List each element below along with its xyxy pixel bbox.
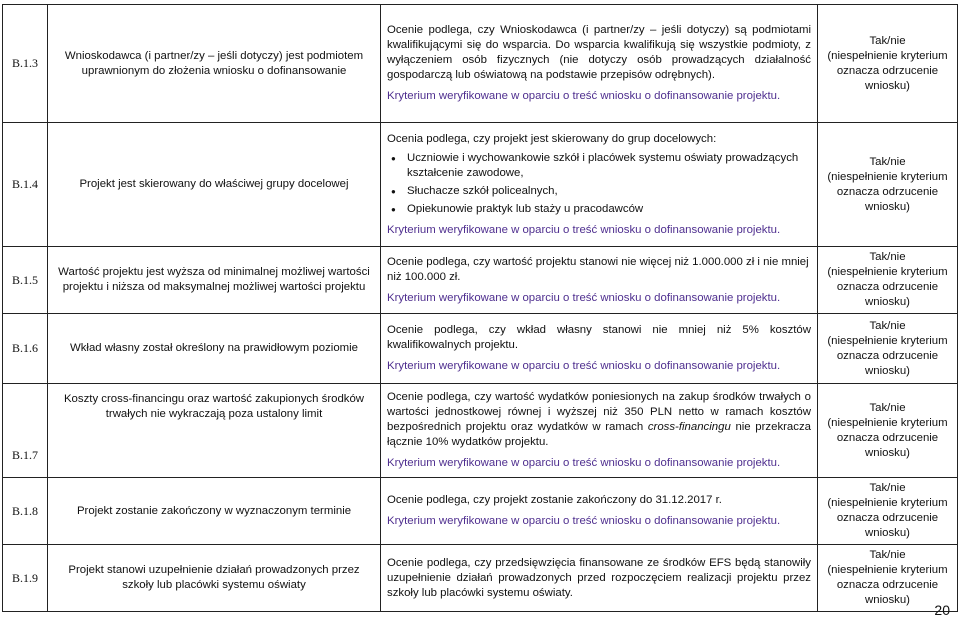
result-line: wniosku) (865, 594, 910, 606)
criterion-id: B.1.7 (3, 384, 48, 478)
description-text: Ocenie podlega, czy projekt zostanie zakończony do 31.12.2017 r. (387, 494, 722, 506)
criterion-description (381, 123, 818, 247)
result-line: (niespełnienie kryterium (827, 497, 948, 509)
description-text: Ocenie podlega, czy przedsięwzięcia finansowane ze środków EFS będą stanowiły uzupełnienie działań prowadzonych przed rozpoczęciem realizacji projektu przez szkoły lub placówki systemu oświaty. (387, 556, 811, 599)
result-line: wniosku) (865, 446, 910, 459)
page-number: 20 (934, 602, 950, 618)
result-line: wniosku) (865, 527, 910, 539)
result-line: oznacza odrzucenie (836, 579, 939, 591)
criterion-name-text: Koszty cross-financingu oraz wartość zakupionych środków trwałych nie wykraczają poza ustalony limit (63, 393, 365, 420)
description-text (387, 390, 811, 450)
description-text: Ocenie podlega, czy Wnioskodawca (i partner/zy – jeśli dotyczy) są podmiotami kwalifikującymi się do wsparcia. Do wsparcia kwalifikują się wszystkie podmioty, z wyłączeniem osób fizycznych (nie dotyczy osób prowadzących działalność gospodarczą lub oświatową na podstawie przepisów odrębnych). (387, 24, 811, 81)
table-row (3, 478, 958, 545)
criterion-result (818, 123, 958, 247)
table-row (3, 247, 958, 314)
verification-note: Kryterium weryfikowane w oparciu o treść wniosku o dofinansowanie projektu. (387, 291, 781, 304)
criterion-name: Projekt jest skierowany do właściwej grupy docelowej (48, 123, 381, 247)
table-row (3, 314, 958, 384)
result-line: Tak/nie (869, 251, 906, 263)
verification-note: Kryterium weryfikowane w oparciu o treść wniosku o dofinansowanie projektu. (387, 360, 781, 372)
verification-note: Kryterium weryfikowane w oparciu o treść wniosku o dofinansowanie projektu. (387, 223, 781, 236)
result-line: wniosku) (865, 79, 910, 92)
criterion-id: B.1.8 (3, 478, 48, 545)
description-text: Ocenie podlega, czy wkład własny stanowi nie mniej niż 5% kosztów kwalifikowalnych projektu. (387, 324, 811, 351)
criterion-description (381, 5, 818, 123)
result-line: (niespełnienie kryterium (827, 564, 948, 576)
result-line: Tak/nie (869, 401, 906, 414)
list-item: ● Słuchacze szkół policealnych, (407, 184, 811, 199)
result-line: Tak/nie (869, 549, 906, 561)
criterion-result (818, 5, 958, 123)
criterion-description (381, 384, 818, 478)
result-line: wniosku) (865, 364, 910, 377)
criterion-id: B.1.9 (3, 545, 48, 612)
result-line: wniosku) (865, 200, 910, 213)
result-line: (niespełnienie kryterium (827, 416, 948, 429)
table-row (3, 123, 958, 247)
result-line: oznacza odrzucenie (836, 349, 939, 362)
criterion-name: Projekt stanowi uzupełnienie działań prowadzonych przez szkoły lub placówki systemu oświaty (48, 545, 381, 612)
criterion-description (381, 247, 818, 314)
criterion-result (818, 384, 958, 478)
result-line: (niespełnienie kryterium (827, 266, 948, 278)
target-group-list (387, 151, 811, 217)
description-text: Ocenie podlega, czy wartość projektu stanowi nie więcej niż 1.000.000 zł i nie mniej niż 100.000 zł. (387, 255, 809, 283)
description-part: Ocenie podlega, czy wartość wydatków poniesionych na zakup środków trwałych o wartości jednostkowej równej i wyższej niż 350 PLN netto w ramach kosztów bezpośrednich projektu oraz wydatków w ramach (387, 391, 811, 433)
result-line: oznacza odrzucenie (836, 431, 939, 444)
criterion-name (48, 384, 381, 478)
verification-note: Kryterium weryfikowane w oparciu o treść wniosku o dofinansowanie projektu. (387, 90, 781, 102)
result-line: oznacza odrzucenie (836, 64, 939, 77)
criterion-description (381, 545, 818, 612)
criterion-name: Wartość projektu jest wyższa od minimalnej możliwej wartości projektu i niższa od maksymalnej możliwej wartości projektu (48, 247, 381, 314)
result-line: Tak/nie (869, 482, 906, 494)
result-line: Tak/nie (869, 155, 906, 168)
description-text: Ocenia podlega, czy projekt jest skierowany do grup docelowych: (387, 132, 717, 145)
result-line: (niespełnienie kryterium (827, 49, 948, 62)
criteria-table (2, 4, 958, 612)
verification-note: Kryterium weryfikowane w oparciu o treść wniosku o dofinansowanie projektu. (387, 457, 781, 469)
criterion-name: Wnioskodawca (i partner/zy – jeśli dotyczy) jest podmiotem uprawnionym do złożenia wniosku o dofinansowanie (48, 5, 381, 123)
criterion-id: B.1.3 (3, 5, 48, 123)
result-line: oznacza odrzucenie (836, 512, 939, 524)
criterion-result (818, 314, 958, 384)
criterion-name: Wkład własny został określony na prawidłowym poziomie (48, 314, 381, 384)
criterion-result (818, 478, 958, 545)
description-part: nie przekracza łącznie 10% wydatków projektu. (387, 421, 811, 448)
criterion-description (381, 314, 818, 384)
criterion-description (381, 478, 818, 545)
list-item: ● Opiekunowie praktyk lub staży u pracodawców (407, 202, 811, 217)
table-row (3, 384, 958, 478)
table-row (3, 5, 958, 123)
result-line: (niespełnienie kryterium (827, 334, 948, 347)
table-row (3, 545, 958, 612)
criterion-result (818, 247, 958, 314)
criterion-id: B.1.5 (3, 247, 48, 314)
result-line: oznacza odrzucenie (836, 281, 939, 293)
list-item: ● Uczniowie i wychowankowie szkół i placówek systemu oświaty prowadzących kształcenie zawodowe, (407, 151, 811, 181)
result-line: Tak/nie (869, 319, 906, 332)
criterion-id: B.1.6 (3, 314, 48, 384)
result-line: Tak/nie (869, 34, 906, 47)
result-line: (niespełnienie kryterium (827, 170, 948, 183)
criterion-id: B.1.4 (3, 123, 48, 247)
description-italic: cross-financingu (647, 421, 731, 433)
result-line: oznacza odrzucenie (836, 185, 939, 198)
criterion-name: Projekt zostanie zakończony w wyznaczonym terminie (48, 478, 381, 545)
result-line: wniosku) (865, 296, 910, 308)
verification-note: Kryterium weryfikowane w oparciu o treść wniosku o dofinansowanie projektu. (387, 515, 781, 527)
